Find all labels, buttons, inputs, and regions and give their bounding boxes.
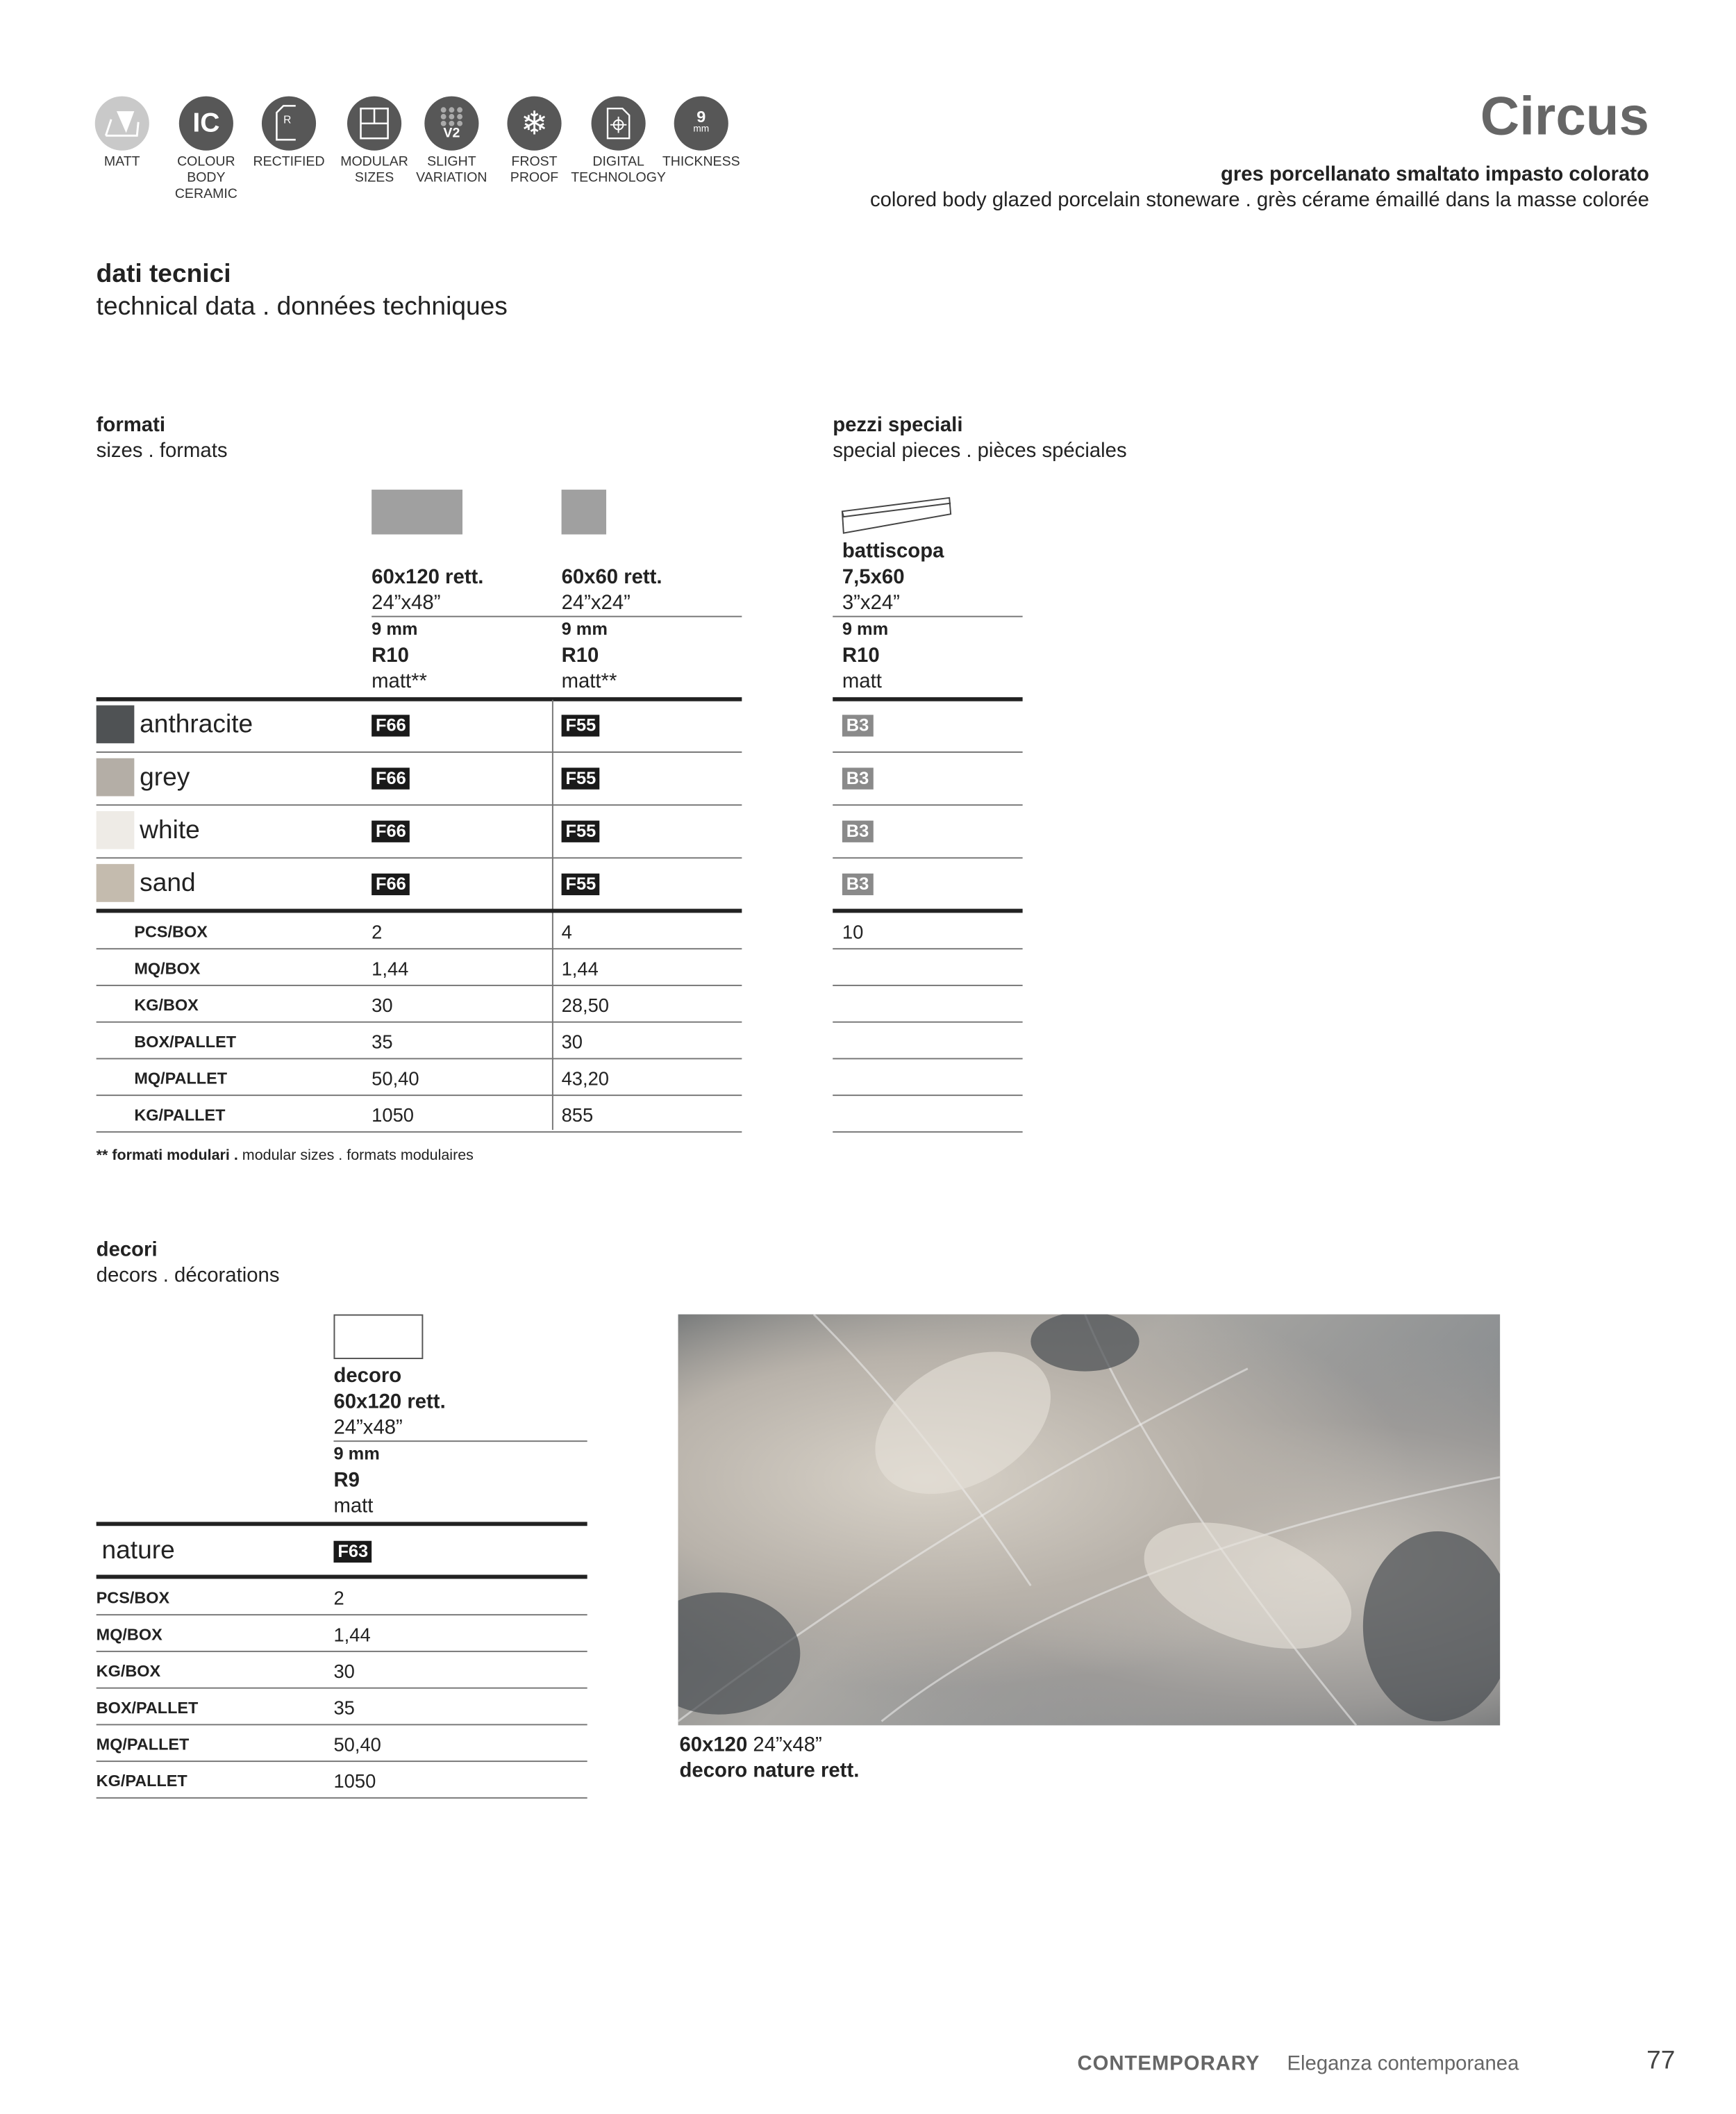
cell-value: 43,20: [561, 1067, 610, 1090]
row-divider: [833, 804, 1022, 806]
product-code: F55: [562, 821, 600, 842]
footnote: [97, 1147, 474, 1163]
size-inch: 24”x48”: [333, 1416, 403, 1440]
subtitle-en-fr: colored body glazed porcelain stoneware . grès cérame émaillé dans la masse colorée: [869, 188, 1649, 212]
row-divider: [97, 1761, 587, 1762]
cell-value: 2: [333, 1587, 344, 1609]
cell-value: 30: [561, 1031, 583, 1053]
row-divider: [97, 1614, 587, 1615]
color-swatch: [97, 811, 135, 849]
decor-caption-name: decoro nature rett.: [679, 1759, 860, 1783]
row-divider: [97, 985, 742, 986]
row-divider: [833, 1095, 1022, 1096]
icon-label: FROST PROOF: [510, 154, 559, 186]
icon-label: MATT: [103, 154, 140, 170]
product-code: F55: [562, 715, 600, 736]
table-top-rule: [97, 1522, 587, 1526]
skirting-thumbnail: [841, 495, 955, 536]
row-label: BOX/PALLET: [96, 1698, 199, 1717]
row-divider: [833, 1131, 1022, 1133]
subtitle-it: gres porcellanato smaltato impasto colorato: [1220, 163, 1649, 186]
size-inch: 3”x24”: [842, 591, 900, 615]
finish: matt: [333, 1495, 374, 1518]
row-label: MQ/BOX: [96, 1624, 162, 1645]
special-piece-code: B3: [842, 767, 873, 789]
table-top-rule: [833, 697, 1022, 701]
cell-value: 35: [372, 1031, 393, 1053]
footnote-text: modular sizes . formats modulaires: [237, 1147, 474, 1164]
matt-icon: [95, 97, 149, 151]
special-piece-code: B3: [842, 874, 873, 895]
icon-label: SLIGHT VARIATION: [416, 154, 487, 186]
collection-title: Circus: [1480, 86, 1649, 147]
row-divider: [97, 1131, 742, 1133]
cell-value: 30: [333, 1660, 355, 1682]
cell-value: 35: [333, 1697, 355, 1719]
row-divider: [833, 1022, 1022, 1023]
color-swatch: [97, 864, 135, 902]
row-label: KG/BOX: [134, 995, 199, 1015]
size-label: 60x120 rett.: [333, 1390, 446, 1414]
pezzi-subtitle: special pieces . pièces spéciales: [833, 439, 1127, 463]
snowflake-icon: ❄: [507, 97, 561, 151]
row-divider: [833, 751, 1022, 753]
thickness: 9 mm: [333, 1443, 380, 1464]
row-divider: [97, 751, 742, 753]
row-label: MQ/PALLET: [134, 1069, 228, 1088]
size-label: 60x120 rett.: [372, 565, 484, 589]
caption-size: 60x120: [679, 1733, 748, 1757]
row-label: KG/PALLET: [134, 1105, 226, 1125]
rectified-icon: [262, 97, 316, 151]
icon-label: DIGITAL TECHNOLOGY: [571, 154, 666, 186]
cell-value: 4: [561, 921, 572, 943]
row-divider: [97, 1095, 742, 1096]
cell-value: 1050: [372, 1104, 415, 1126]
special-piece-name: battiscopa: [842, 540, 944, 563]
slip-rating: R9: [333, 1469, 360, 1492]
thickness-value: 9: [696, 107, 706, 126]
row-label: PCS/BOX: [96, 1588, 170, 1608]
decor-name: decoro: [333, 1364, 402, 1388]
modular-sizes-icon: [347, 97, 401, 151]
row-label: MQ/PALLET: [96, 1735, 190, 1754]
table-top-rule: [97, 697, 742, 701]
color-name: sand: [140, 869, 196, 898]
header-divider: [372, 616, 742, 617]
decor-caption-size: [680, 1733, 822, 1756]
finish: matt: [842, 669, 882, 694]
slip-rating: R10: [842, 644, 880, 667]
slip-rating: R10: [372, 644, 409, 667]
thickness-icon: [674, 97, 728, 151]
v2-label: V2: [443, 126, 460, 142]
row-divider: [833, 948, 1022, 949]
header-divider: [833, 616, 1022, 617]
formati-title: formati: [96, 413, 165, 437]
product-code: F55: [562, 767, 600, 789]
cell-value: 1050: [333, 1770, 376, 1792]
special-piece-code: B3: [842, 821, 873, 842]
pezzi-title: pezzi speciali: [833, 413, 963, 437]
finish: matt**: [372, 669, 427, 694]
size-inch: 24”x48”: [372, 591, 441, 615]
color-swatch: [97, 758, 135, 797]
row-divider: [97, 1651, 587, 1652]
section-subtitle: technical data . données techniques: [96, 292, 508, 322]
product-code: F63: [333, 1541, 372, 1563]
product-code: F66: [372, 715, 410, 736]
row-divider: [97, 1688, 587, 1689]
tile-60x60-thumbnail: [562, 490, 606, 534]
special-piece-code: B3: [842, 715, 873, 736]
row-label: MQ/BOX: [134, 958, 201, 979]
formati-subtitle: sizes . formats: [96, 439, 228, 463]
size-label: 7,5x60: [842, 565, 905, 589]
section-title: dati tecnici: [96, 260, 231, 290]
decori-title: decori: [96, 1238, 158, 1262]
row-divider: [833, 857, 1022, 858]
finish: matt**: [561, 669, 617, 694]
row-divider: [97, 1724, 587, 1725]
caption-inch: 24”x48”: [747, 1733, 822, 1757]
color-name: anthracite: [140, 710, 253, 740]
table-mid-rule: [97, 909, 742, 913]
slip-rating: R10: [561, 644, 599, 667]
column-divider: [552, 700, 553, 1130]
row-divider: [97, 948, 742, 949]
cell-value: 28,50: [561, 994, 610, 1016]
icon-label: RECTIFIED: [253, 154, 325, 170]
row-divider: [833, 1058, 1022, 1059]
footer-tagline: Eleganza contemporanea: [1287, 2052, 1519, 2076]
size-label: 60x60 rett.: [561, 565, 662, 589]
row-divider: [97, 1797, 587, 1799]
thickness: 9 mm: [372, 618, 418, 639]
footer-collection: CONTEMPORARY: [1077, 2052, 1260, 2076]
product-code: F66: [372, 874, 410, 895]
icon-label: COLOUR BODY CERAMIC: [174, 154, 237, 203]
header-divider: [333, 1440, 587, 1442]
thickness: 9 mm: [561, 618, 608, 639]
row-divider: [97, 857, 742, 858]
table-mid-rule: [97, 1575, 587, 1579]
table-mid-rule: [833, 909, 1022, 913]
tile-60x120-thumbnail: [372, 490, 462, 534]
decor-nature-image: [678, 1315, 1501, 1726]
cell-value: 50,40: [333, 1733, 381, 1756]
colour-body-icon: IC: [179, 97, 233, 151]
row-label: BOX/PALLET: [134, 1032, 237, 1051]
icon-label: MODULAR SIZES: [340, 154, 408, 186]
svg-text:R: R: [283, 114, 292, 126]
leaf-pattern: [678, 1315, 1501, 1726]
decori-subtitle: decors . décorations: [96, 1264, 280, 1288]
cell-value: 1,44: [561, 957, 599, 980]
product-code: F66: [372, 821, 410, 842]
footnote-bold: ** formati modulari .: [96, 1147, 238, 1164]
decor-thumbnail: [333, 1315, 423, 1359]
color-name: white: [140, 816, 200, 845]
row-divider: [833, 985, 1022, 986]
row-label: KG/PALLET: [96, 1771, 187, 1791]
color-swatch: [97, 706, 135, 744]
cell-value: 1,44: [372, 957, 409, 980]
row-label: KG/BOX: [96, 1661, 161, 1681]
row-label: PCS/BOX: [134, 922, 208, 942]
thickness: 9 mm: [842, 618, 889, 639]
cell-value: 50,40: [372, 1067, 419, 1090]
slight-variation-icon: [424, 97, 478, 151]
cell-value: 855: [561, 1104, 594, 1126]
icon-label: THICKNESS: [662, 154, 740, 170]
row-divider: [97, 1058, 742, 1059]
row-divider: [97, 1022, 742, 1023]
color-name: nature: [101, 1536, 175, 1565]
cell-value: 30: [372, 994, 393, 1016]
product-code: F66: [372, 767, 410, 789]
row-divider: [97, 804, 742, 806]
cell-value: 1,44: [333, 1623, 371, 1646]
thickness-unit: mm: [693, 124, 710, 135]
cell-value: 10: [842, 921, 864, 943]
cell-value: 2: [372, 921, 383, 943]
page-number: 77: [1646, 2047, 1676, 2076]
size-inch: 24”x24”: [561, 591, 631, 615]
color-name: grey: [140, 763, 190, 792]
digital-technology-icon: [592, 97, 646, 151]
product-code: F55: [562, 874, 600, 895]
